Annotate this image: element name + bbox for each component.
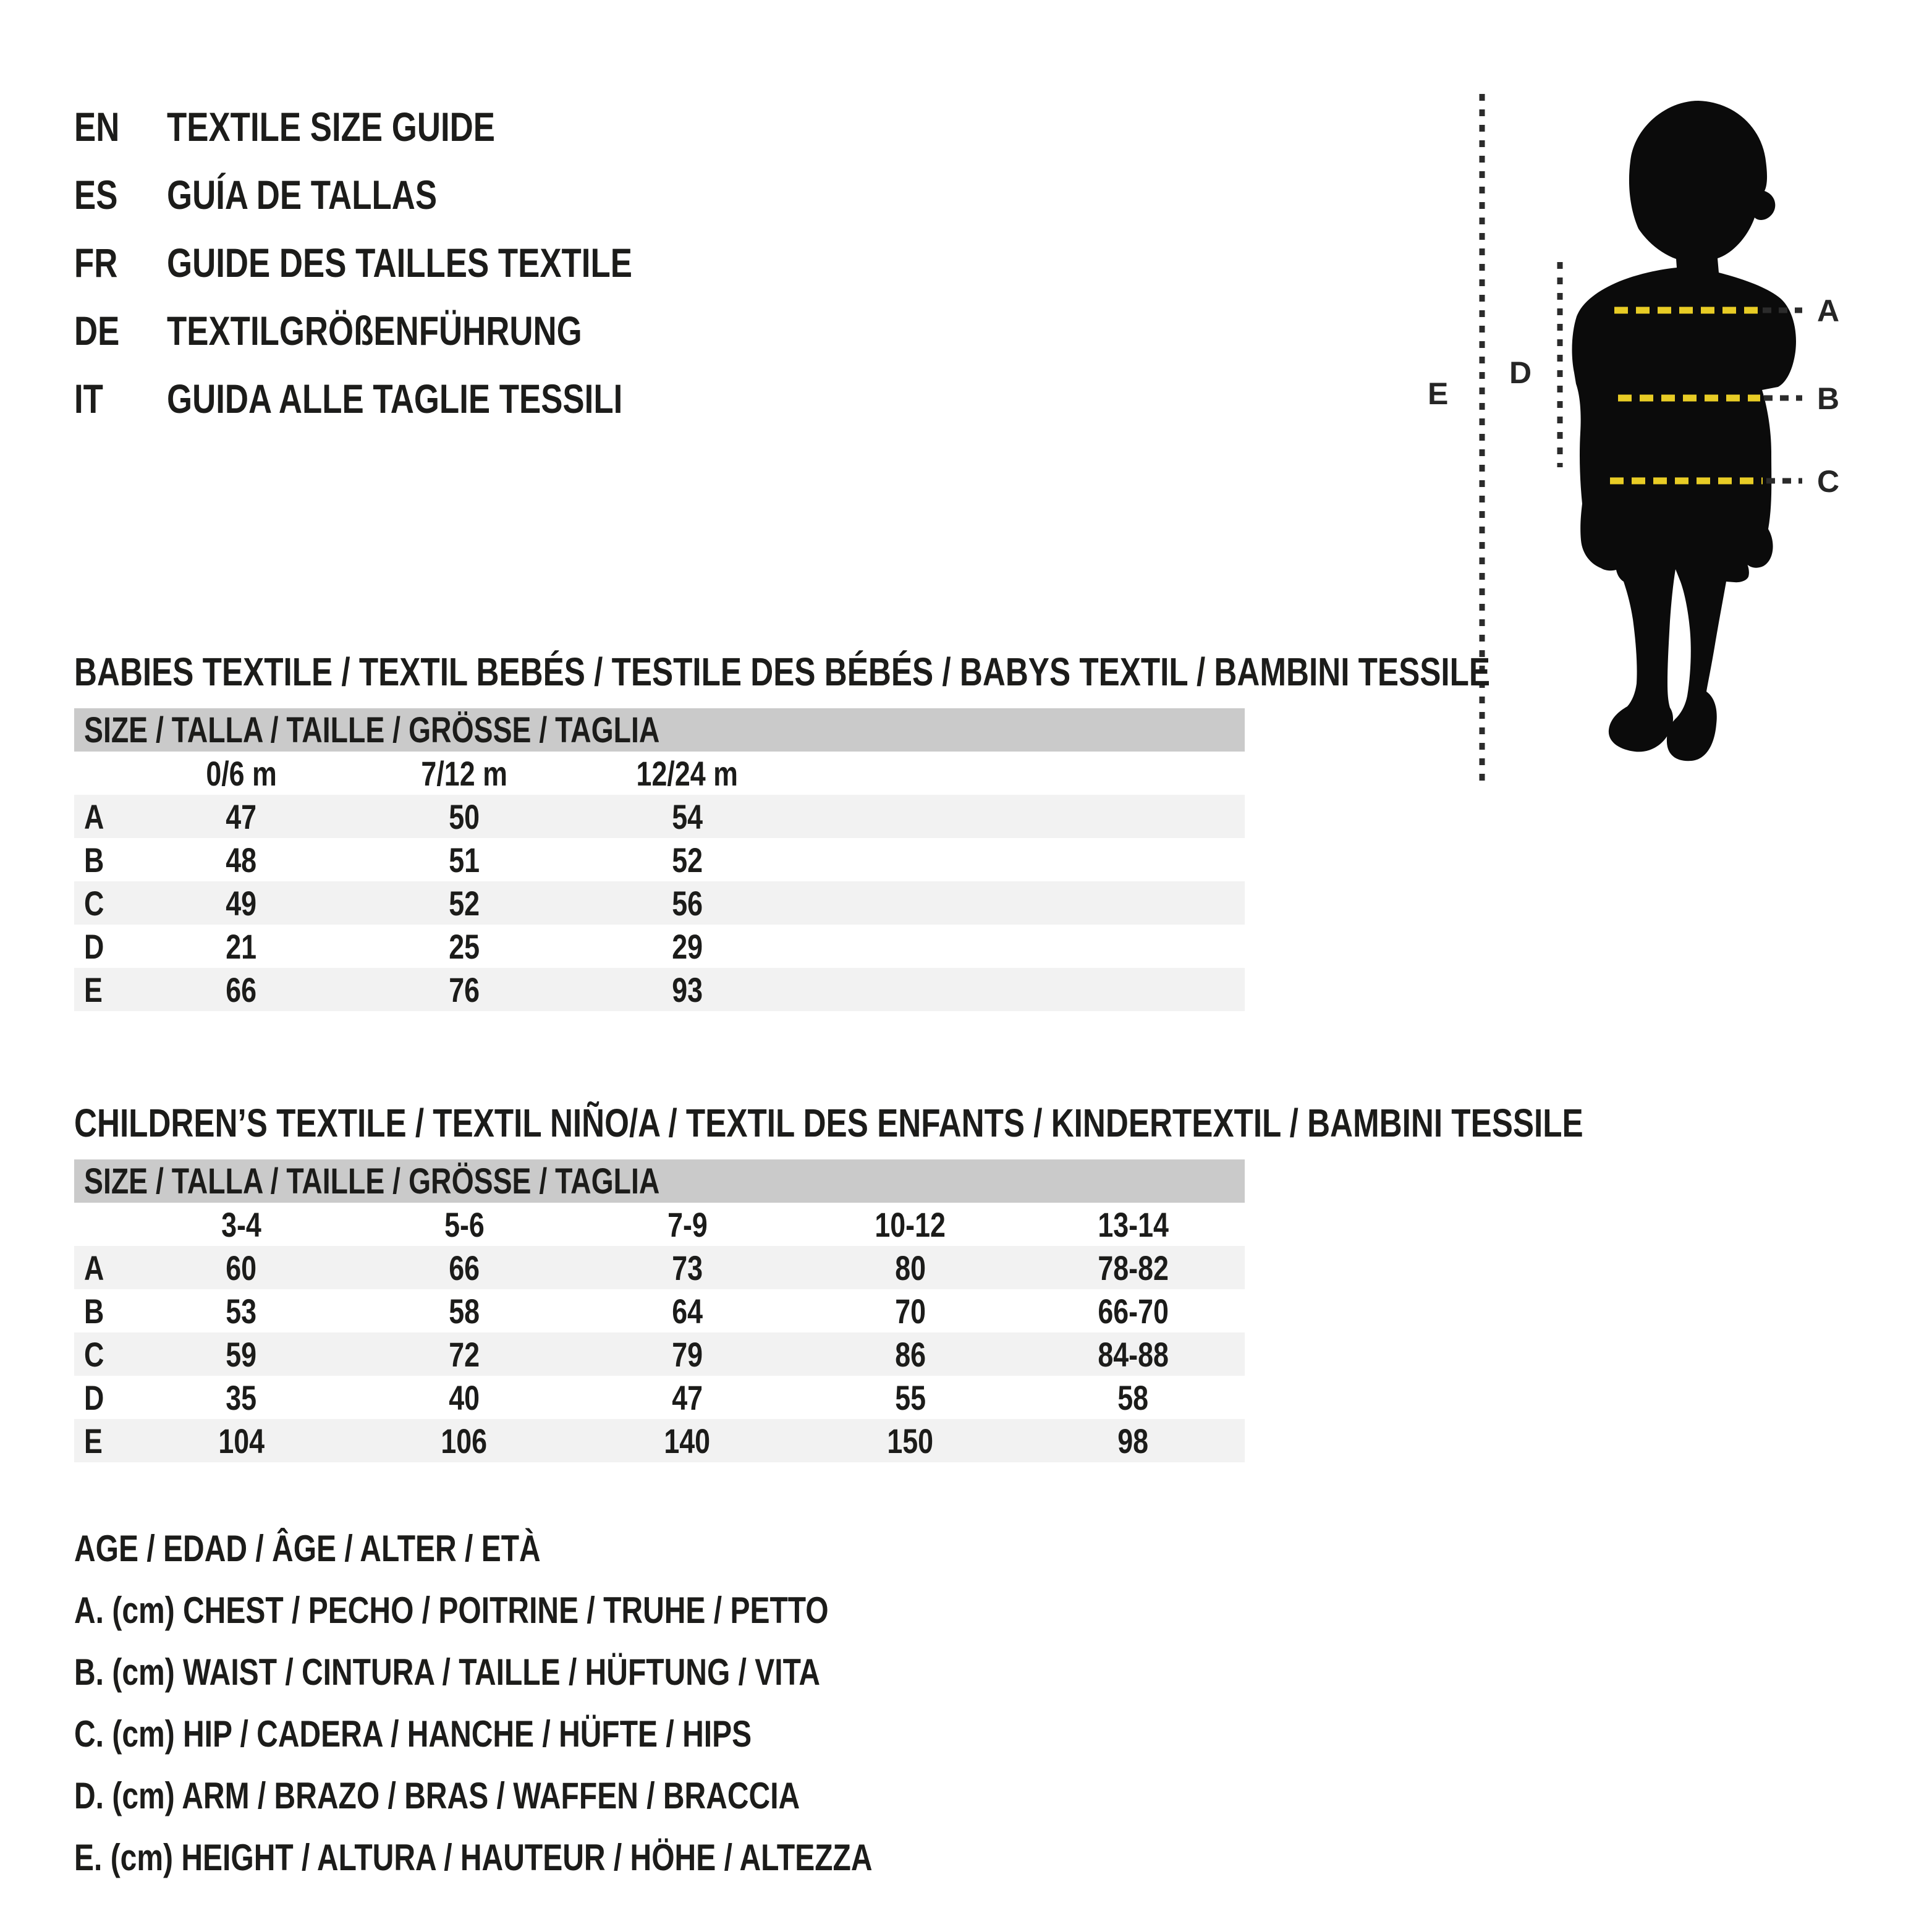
table-row-d: D 21 25 29 bbox=[74, 925, 1245, 968]
lang-row-es bbox=[74, 161, 748, 229]
lang-row-it bbox=[74, 365, 748, 433]
children-col-13-14: 13-14 bbox=[1098, 1205, 1169, 1244]
measurement-legend bbox=[74, 1517, 1072, 1888]
legend-chest: A. (cm) CHEST / PECHO / POITRINE / TRUHE / PETTO bbox=[74, 1589, 829, 1631]
table-row-e: E 66 76 93 bbox=[74, 968, 1245, 1011]
legend-height: E. (cm) HEIGHT / ALTURA / HAUTEUR / HÖHE / ALTEZZA bbox=[74, 1836, 873, 1878]
table-row-b: B 53 58 64 70 66-70 bbox=[74, 1289, 1245, 1332]
row-label: A bbox=[84, 797, 104, 836]
row-label: D bbox=[84, 1378, 104, 1417]
babies-table-header: SIZE / TALLA / TAILLE / GRÖSSE / TAGLIA bbox=[74, 708, 1245, 752]
children-col-7-9: 7-9 bbox=[667, 1205, 708, 1244]
children-col-5-6: 5-6 bbox=[444, 1205, 485, 1244]
babies-col-7-12m: 7/12 m bbox=[421, 753, 507, 793]
table-row-c: C 49 52 56 bbox=[74, 881, 1245, 925]
page-title: TEXTILE SIZE GUIDE bbox=[167, 104, 495, 150]
legend-arm: D. (cm) ARM / BRAZO / BRAS / WAFFEN / BRACCIA bbox=[74, 1774, 800, 1816]
lang-code: EN bbox=[74, 104, 120, 150]
table-row-a: A 47 50 54 bbox=[74, 795, 1245, 838]
lang-row-de bbox=[74, 297, 748, 365]
row-label: B bbox=[84, 1291, 104, 1331]
babies-col-12-24m: 12/24 m bbox=[636, 753, 739, 793]
page-title-de: TEXTILGRÖßENFÜHRUNG bbox=[167, 308, 582, 354]
table-row-c: C 59 72 79 86 84-88 bbox=[74, 1332, 1245, 1376]
label-chest-a: A bbox=[1817, 294, 1840, 328]
page-title-it: GUIDA ALLE TAGLIE TESSILI bbox=[167, 376, 623, 422]
lang-code: IT bbox=[74, 376, 103, 422]
children-table-header: SIZE / TALLA / TAILLE / GRÖSSE / TAGLIA bbox=[74, 1159, 1245, 1203]
page-title-es: GUÍA DE TALLAS bbox=[167, 172, 438, 218]
label-waist-b: B bbox=[1817, 381, 1840, 416]
label-hip-c: C bbox=[1817, 464, 1840, 499]
row-label: E bbox=[84, 970, 103, 1009]
children-col-3-4: 3-4 bbox=[221, 1205, 261, 1244]
table-row-e: E 104 106 140 150 98 bbox=[74, 1419, 1245, 1462]
lang-code: DE bbox=[74, 308, 120, 354]
lang-code: FR bbox=[74, 240, 118, 286]
babies-section-heading: BABIES TEXTILE / TEXTIL BEBÉS / TESTILE DES BÉBÉS / BABYS TEXTIL / BAMBINI TESSILE bbox=[74, 650, 1491, 694]
label-arm-d: D bbox=[1509, 355, 1532, 390]
children-column-header-row bbox=[74, 1203, 1245, 1246]
table-row-a: A 60 66 73 80 78-82 bbox=[74, 1246, 1245, 1289]
page-title-fr: GUIDE DES TAILLES TEXTILE bbox=[167, 240, 632, 286]
lang-row-fr bbox=[74, 229, 748, 297]
row-label: C bbox=[84, 883, 104, 923]
row-label: D bbox=[84, 926, 104, 966]
babies-size-table bbox=[74, 708, 1245, 1011]
row-label: A bbox=[84, 1248, 104, 1287]
babies-column-header-row bbox=[74, 752, 1245, 795]
legend-hip: C. (cm) HIP / CADERA / HANCHE / HÜFTE / HIPS bbox=[74, 1713, 752, 1755]
legend-age: AGE / EDAD / ÂGE / ALTER / ETÀ bbox=[74, 1527, 541, 1569]
lang-row-en bbox=[74, 93, 748, 161]
measurement-figure bbox=[1421, 87, 1932, 803]
children-section-heading: CHILDREN’S TEXTILE / TEXTIL NIÑO/A / TEXTIL DES ENFANTS / KINDERTEXTIL / BAMBINI TESSILE bbox=[74, 1101, 1583, 1145]
row-label: C bbox=[84, 1334, 104, 1374]
title-block bbox=[74, 93, 748, 433]
lang-code: ES bbox=[74, 172, 118, 218]
children-size-table bbox=[74, 1159, 1245, 1462]
row-label: E bbox=[84, 1421, 103, 1460]
table-row-d: D 35 40 47 55 58 bbox=[74, 1376, 1245, 1419]
label-height-e: E bbox=[1428, 376, 1449, 411]
babies-col-0-6m: 0/6 m bbox=[206, 753, 277, 793]
table-row-b: B 48 51 52 bbox=[74, 838, 1245, 881]
children-col-10-12: 10-12 bbox=[875, 1205, 946, 1244]
row-label: B bbox=[84, 840, 104, 879]
legend-waist: B. (cm) WAIST / CINTURA / TAILLE / HÜFTUNG / VITA bbox=[74, 1651, 821, 1693]
